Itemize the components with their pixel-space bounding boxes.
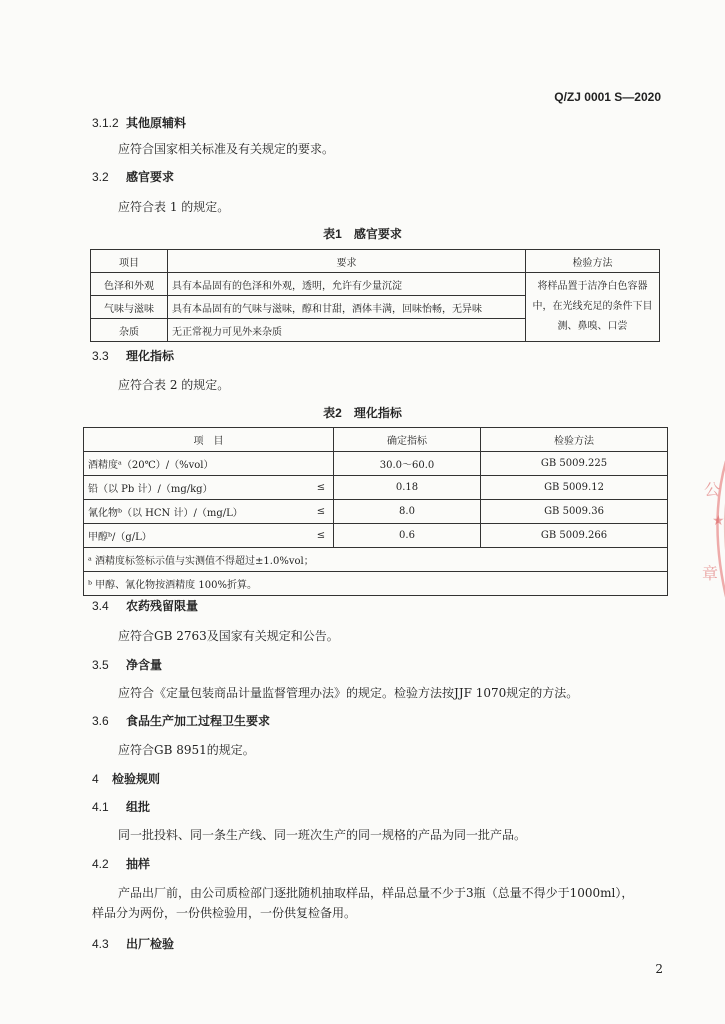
table-row — [91, 273, 660, 296]
table-header-cell: 检验方法 — [481, 428, 668, 452]
section-number: 3.2 — [92, 170, 109, 184]
section-4-1-text: 同一批投料、同一条生产线、同一班次生产的同一规格的产品为同一批产品。 — [118, 828, 527, 842]
table-cell-requirement: 具有本品固有的色泽和外观，透明，允许有少量沉淀 — [168, 273, 526, 296]
section-4-heading — [92, 770, 160, 787]
section-3-5-heading — [92, 656, 162, 673]
section-4-2-text-line2: 样品分为两份，一份供检验用，一份供复检备用。 — [92, 906, 357, 920]
svg-text:章: 章 — [702, 564, 719, 583]
section-title: 组批 — [126, 800, 151, 814]
table-cell-operator — [309, 452, 334, 476]
section-4-2-text-line1: 产品出厂前，由公司质检部门逐批随机抽取样品，样品总量不少于3瓶（总量不得少于1000ml）， — [118, 886, 634, 900]
table-cell-method: GB 5009.266 — [481, 524, 668, 548]
table-footnote-b: ᵇ 甲醇、氰化物按酒精度 100%折算。 — [84, 572, 668, 596]
section-4-3-heading — [92, 935, 174, 952]
section-3-5-text: 应符合《定量包装商品计量监督管理办法》的规定。检验方法按JJF 1070规定的方法。 — [118, 686, 579, 700]
table-row — [84, 452, 668, 476]
section-title: 理化指标 — [126, 349, 175, 363]
section-title: 农药残留限量 — [126, 599, 199, 613]
table-row — [84, 524, 668, 548]
section-number: 3.6 — [92, 714, 109, 728]
section-number: 4.1 — [92, 800, 109, 814]
table-header-row — [84, 428, 668, 452]
table-cell-item: 铅（以 Pb 计）/（mg/kg） — [84, 476, 310, 500]
table-cell-item: 气味与滋味 — [91, 296, 168, 319]
svg-text:公: 公 — [704, 480, 721, 499]
section-number: 3.1.2 — [92, 116, 119, 130]
table-footnote-row — [84, 548, 668, 572]
section-number: 3.3 — [92, 349, 109, 363]
standard-code: Q/ZJ 0001 S—2020 — [554, 90, 661, 104]
table-cell-requirement: 无正常视力可见外来杂质 — [168, 319, 526, 342]
section-title: 净含量 — [126, 658, 163, 672]
section-4-2-heading — [92, 855, 150, 872]
table-cell-value: 0.6 — [334, 524, 481, 548]
table1-caption: 表1 感官要求 — [323, 227, 402, 241]
section-3-3-text: 应符合表 2 的规定。 — [118, 378, 230, 392]
section-number: 3.5 — [92, 658, 109, 672]
table-cell-method: GB 5009.36 — [481, 500, 668, 524]
red-seal-stamp-fragment — [698, 455, 725, 615]
table2-caption: 表2 理化指标 — [323, 406, 402, 420]
table-header-cell: 确定指标 — [334, 428, 481, 452]
section-title: 出厂检验 — [126, 937, 175, 951]
table-cell-item: 酒精度ᵃ（20℃）/（%vol） — [84, 452, 310, 476]
section-title: 食品生产加工过程卫生要求 — [126, 714, 271, 728]
page-number: 2 — [655, 962, 663, 976]
section-3-3-heading — [92, 347, 174, 364]
section-title: 检验规则 — [112, 772, 161, 786]
section-3-4-text: 应符合GB 2763及国家有关规定和公告。 — [118, 629, 339, 643]
section-number: 3.4 — [92, 599, 109, 613]
section-number: 4 — [92, 772, 99, 786]
section-number: 4.3 — [92, 937, 109, 951]
table-cell-value: 30.0～60.0 — [334, 452, 481, 476]
table-cell-operator: ≤ — [309, 476, 334, 500]
svg-text:★: ★ — [712, 513, 725, 529]
section-3-4-heading — [92, 597, 198, 614]
table-cell-method: GB 5009.225 — [481, 452, 668, 476]
table-cell-method: 将样品置于洁净白色容器中，在光线充足的条件下目测、鼻嗅、口尝 — [526, 273, 660, 342]
table-row — [84, 476, 668, 500]
table-cell-value: 8.0 — [334, 500, 481, 524]
table-cell-item: 氰化物ᵇ（以 HCN 计）/（mg/L） — [84, 500, 310, 524]
physicochemical-table — [83, 427, 668, 596]
table-cell-item: 杂质 — [91, 319, 168, 342]
table-header-cell: 要求 — [168, 250, 526, 273]
table-cell-operator: ≤ — [309, 500, 334, 524]
section-title: 感官要求 — [126, 170, 175, 184]
section-3-2-heading — [92, 168, 174, 185]
sensory-requirements-table — [90, 249, 660, 342]
section-number: 4.2 — [92, 857, 109, 871]
table-footnote-row — [84, 572, 668, 596]
table-cell-requirement: 具有本品固有的气味与滋味，醇和甘甜，酒体丰满，回味怡畅，无异味 — [168, 296, 526, 319]
table-header-cell: 项目 — [91, 250, 168, 273]
section-4-1-heading — [92, 798, 150, 815]
table-header-row — [91, 250, 660, 273]
table-header-cell: 检验方法 — [526, 250, 660, 273]
table-row — [84, 500, 668, 524]
table-cell-item: 甲醇ᵇ/（g/L） — [84, 524, 310, 548]
section-3-6-heading — [92, 712, 270, 729]
table-cell-item: 色泽和外观 — [91, 273, 168, 296]
table-header-cell: 项 目 — [84, 428, 334, 452]
table-cell-method: GB 5009.12 — [481, 476, 668, 500]
table-cell-operator: ≤ — [309, 524, 334, 548]
section-title: 其他原辅料 — [126, 116, 187, 130]
section-title: 抽样 — [126, 857, 151, 871]
section-3-6-text: 应符合GB 8951的规定。 — [118, 743, 255, 757]
section-3-2-text: 应符合表 1 的规定。 — [118, 200, 230, 214]
table-footnote-a: ᵃ 酒精度标签标示值与实测值不得超过±1.0%vol； — [84, 548, 668, 572]
section-3-1-2-text: 应符合国家相关标准及有关规定的要求。 — [118, 142, 335, 156]
section-3-1-2-heading — [92, 114, 186, 131]
table-cell-value: 0.18 — [334, 476, 481, 500]
